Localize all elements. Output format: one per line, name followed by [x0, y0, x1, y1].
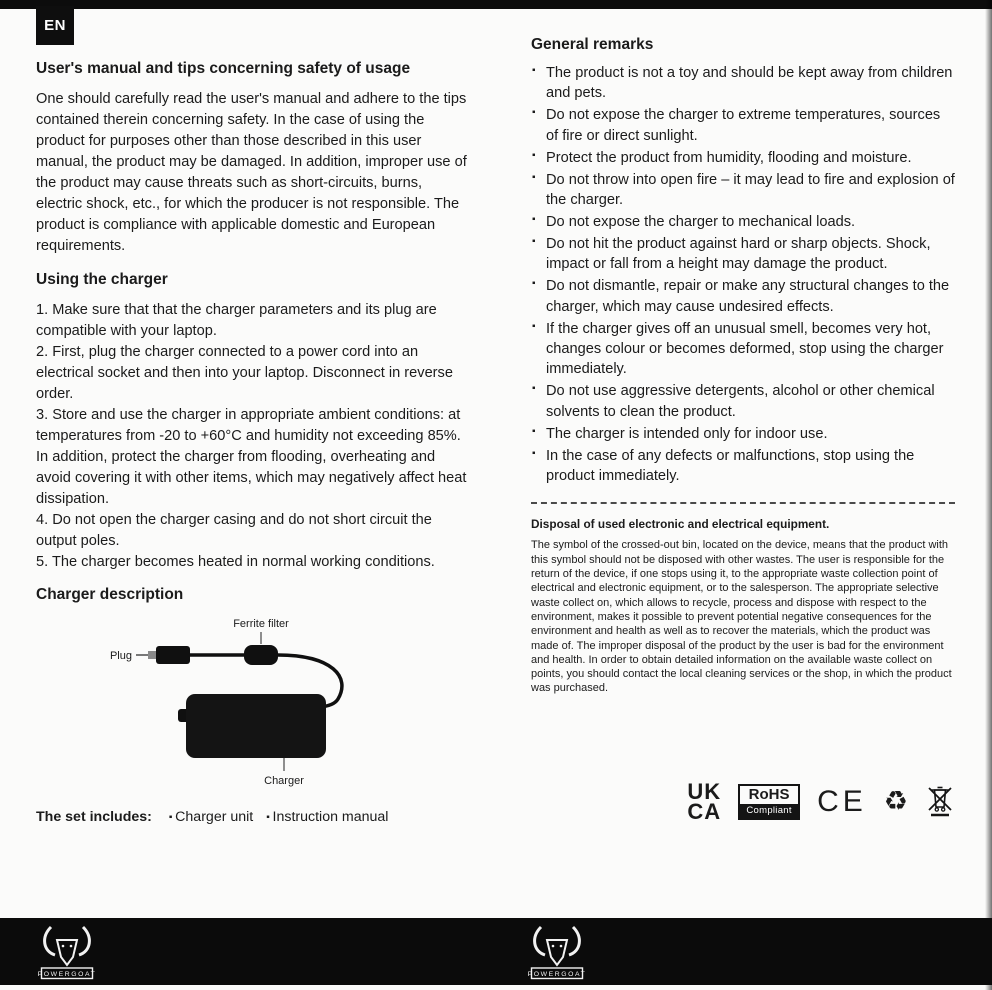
footer-black-bar [0, 918, 992, 985]
recycle-icon: ♻ [883, 786, 908, 817]
set-includes-item: ▪ Instruction manual [266, 809, 388, 825]
step-item: 4. Do not open the charger casing and do not short circuit the output poles. [36, 512, 432, 549]
charger-diagram [36, 615, 470, 797]
powergoat-banner-text: POWERGOAT [528, 971, 586, 978]
ce-mark: CE [817, 784, 867, 818]
charger-diagram-drawing [36, 615, 470, 797]
charger-label: Charger [264, 775, 304, 787]
remark-item: ▪ Do not dismantle, repair or make any structural changes to the charger, which may cause undesired effects. [531, 276, 955, 317]
plug-icon [148, 646, 190, 664]
page-edge-shadow [985, 0, 992, 990]
remark-item: ▪ Do not throw into open fire – it may lead to fire and explosion of the charger. [531, 170, 955, 211]
disposal-paragraph: The symbol of the crossed-out bin, located on the device, means that the product with this symbol should not be disposed with other wastes. The user is responsible for the return of the device, if one stops using it, to the appropriate waste collection point of electrical and electronic equipment, or to the salesperson. The appropriate selective waste collect on, which allows to recycle, process and dispose with respect to the environment, makes it possible to prevent potential negative consequences for the environment and health as well as to recover the materials, which the product was made of. The improper disposal of the product by the user is bad for the environment and health. In order to obtain detailed information on the available waste collect on points, you should contact the local cleaning services or the shop, in which the product was purchased. [531, 539, 952, 695]
dashed-divider [531, 502, 955, 504]
remark-item: ▪ Do not hit the product against hard or sharp objects. Shock, impact or fall from a height may damage the product. [531, 234, 955, 275]
ukca-line-uk: UK [687, 778, 722, 804]
remark-item: ▪ Protect the product from humidity, flooding and moisture. [531, 148, 955, 168]
powergoat-banner-text: POWERGOAT [38, 971, 96, 978]
weee-bin-icon [925, 785, 955, 819]
set-includes [36, 809, 470, 825]
compliance-marks [531, 778, 955, 824]
general-remarks-list [531, 63, 955, 486]
disposal-heading: Disposal of used electronic and electrical equipment. [531, 517, 830, 532]
remark-item: ▪ Do not expose the charger to mechanical loads. [531, 212, 955, 232]
powergoat-logo [528, 924, 586, 981]
remark-item: ▪ The charger is intended only for indoor use. [531, 424, 955, 444]
remark-item: ▪ In the case of any defects or malfunctions, stop using the product immediately. [531, 446, 955, 487]
rohs-compliant-label: Compliant [740, 804, 798, 818]
remark-item: ▪ Do not use aggressive detergents, alcohol or other chemical solvents to clean the product. [531, 381, 955, 422]
ferrite-filter-label: Ferrite filter [233, 618, 289, 630]
set-includes-label: The set includes: [36, 809, 152, 825]
remark-item: ▪ Do not expose the charger to extreme temperatures, sources of fire or direct sunlight. [531, 105, 955, 146]
using-charger-steps [36, 300, 470, 573]
top-black-bar [0, 0, 992, 9]
plug-label: Plug [109, 650, 132, 662]
charger-description-heading: Charger description [36, 586, 184, 603]
set-includes-item: ▪ Charger unit [169, 809, 253, 825]
ukca-mark [687, 778, 722, 824]
right-column [531, 36, 955, 822]
step-item: 5. The charger becomes heated in normal working conditions. [36, 554, 435, 570]
rohs-label: RoHS [748, 786, 790, 804]
rohs-mark [738, 784, 800, 819]
step-item: 1. Make sure that that the charger parameters and its plug are compatible with your laptop. [36, 302, 437, 339]
remark-item: ▪ The product is not a toy and should be kept away from children and pets. [531, 63, 955, 104]
left-column [36, 60, 470, 825]
ferrite-filter-icon [244, 645, 278, 665]
language-badge: EN [36, 6, 74, 45]
safety-paragraph: One should carefully read the user's manual and adhere to the tips contained therein concerning safety. In the case of using the product for purposes other than those described in this user manual, the product may be damaged. In addition, improper use of the product may cause threats such as short-circuits, burns, electric shock, etc., for which the producer is not responsible. The product is compliance with applicable domestic and European requirements. [36, 91, 467, 254]
step-item: 2. First, plug the charger connected to a power cord into an electrical socket and then into your laptop. Disconnect in reverse order. [36, 344, 453, 402]
step-item: 3. Store and use the charger in appropriate ambient conditions: at temperatures from -20 to +60°C and humidity not exceeding 85%. In addition, protect the charger from flooding, overheating and avoid covering it with other items, which may negatively affect heat dissipation. [36, 407, 467, 507]
remark-item: ▪ If the charger gives off an unusual smell, becomes very hot, changes colour or becomes deformed, stop using the charger immediately. [531, 319, 955, 380]
powergoat-logo [38, 924, 96, 981]
charger-body-icon [186, 694, 326, 758]
using-charger-heading: Using the charger [36, 271, 168, 288]
safety-heading: User's manual and tips concerning safety of usage [36, 60, 411, 77]
general-remarks-heading: General remarks [531, 36, 654, 53]
ukca-line-ca: CA [687, 798, 722, 824]
